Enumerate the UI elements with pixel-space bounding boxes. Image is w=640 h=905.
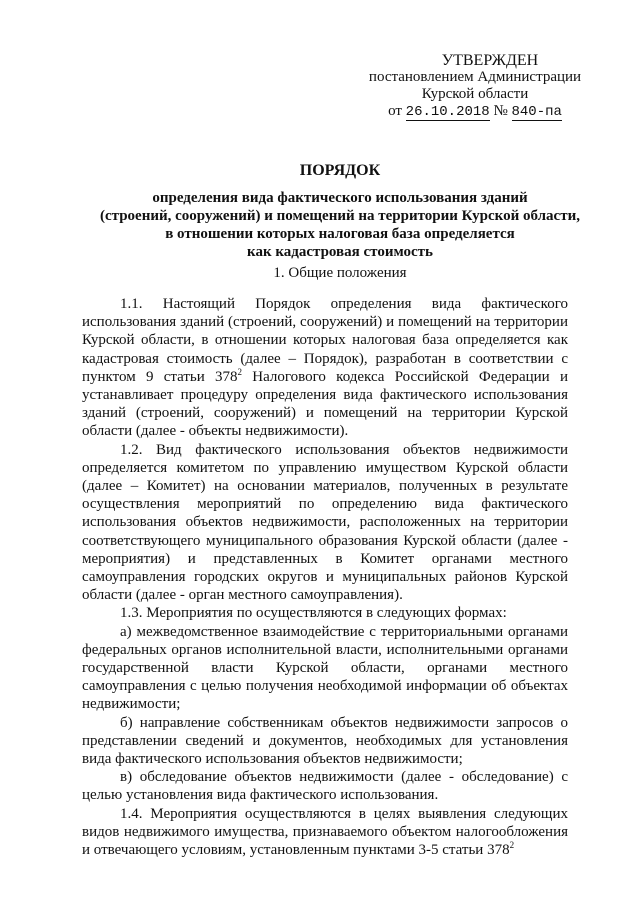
paragraph-1-3: 1.3. Мероприятия по осуществляются в следующих формах: — [120, 605, 507, 622]
title-line-2: (строений, сооружений) и помещений на территории Курской области, — [100, 208, 580, 224]
title-line-3: в отношении которых налоговая база определяется — [165, 226, 515, 242]
approval-decree — [340, 103, 610, 121]
approval-heading: УТВЕРЖДЕН — [441, 52, 539, 69]
decree-number-sign: № — [493, 103, 508, 119]
approval-stamp — [340, 52, 610, 121]
list-item-a: а) межведомственное взаимодействие с территориальными органами федеральных органов исполнительной власти, исполнительными органами государственной власти Курской области, органами местного самоуправления с целью получения необходимой информации об объектах недвижимости; — [82, 623, 568, 713]
title-main: ПОРЯДОК — [299, 162, 381, 179]
approval-line-1: постановлением Администрации — [368, 69, 582, 85]
list-item-b: б) направление собственникам объектов недвижимости запросов о представлении сведений и документов, необходимых для установления вида фактического использования объектов недвижимости; — [82, 714, 568, 768]
decree-date-prefix: от — [388, 103, 402, 119]
title-line-1: определения вида фактического использования зданий — [152, 190, 528, 206]
superscript: 2 — [509, 840, 515, 851]
decree-number: 840-па — [511, 104, 562, 120]
decree-date: 26.10.2018 — [405, 104, 490, 120]
title-line-4: как кадастровая стоимость — [247, 244, 433, 260]
document-title — [60, 162, 620, 261]
paragraph-1-2: 1.2. Вид фактического использования объектов недвижимости определяется комитетом по управлению имуществом Курской области (далее – Комитет) на основании материалов, полученных в результате осуществления мероприятий по определению вида фактического использования объектов недвижимости, расположенных на территории соответствующего муниципального образования Курской области (далее - мероприятия) и представленных в Комитет органами местного самоуправления городских округов и муниципальных районов Курской области (далее - орган местного самоуправления). — [82, 441, 568, 604]
document-body — [82, 295, 568, 859]
paragraph-1-4: 1.4. Мероприятия осуществляются в целях выявления следующих видов недвижимого имущества, признаваемого объектом налогообложения и отвечающего условиям, установленным пунктами 3-5 статьи $378^2$ — [82, 805, 568, 859]
paragraph-1-1: 1.1. Настоящий Порядок определения вида фактического использования зданий (строений, сооружений) и помещений на территории Курской области, в отношении которых налоговая база определяется как кадастровая стоимость (далее – Порядок), разработан в соответствии с пунктом 9 статьи $378^2$ Налогового кодекса Российской Федерации и устанавливает процедуру определения вида фактического использования зданий (строений, сооружений) и помещений на территории Курской области (далее - объекты недвижимости). — [82, 296, 568, 440]
section-heading: 1. Общие положения — [273, 265, 407, 281]
list-item-v: в) обследование объектов недвижимости (далее - обследование) с целью установления вида фактического использования. — [82, 769, 568, 804]
superscript: 2 — [237, 366, 243, 377]
approval-line-2: Курской области — [421, 86, 529, 102]
